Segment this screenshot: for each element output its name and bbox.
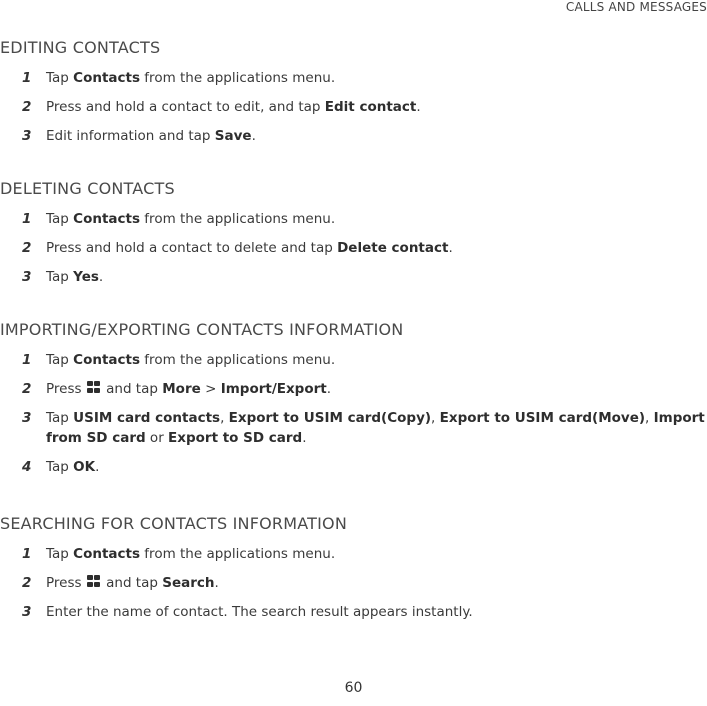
step-text: Edit information and tap Save. xyxy=(46,128,256,144)
step xyxy=(0,350,707,370)
step xyxy=(0,97,707,117)
step-number: 1 xyxy=(22,546,32,562)
step-text: Press and tap More > Import/Export. xyxy=(46,381,332,397)
menu-key-icon xyxy=(87,575,101,588)
chapter-header: CALLS AND MESSAGES xyxy=(565,0,707,14)
step xyxy=(0,602,707,622)
step-number: 3 xyxy=(22,410,32,426)
step xyxy=(0,457,707,477)
step-number: 3 xyxy=(22,269,32,285)
step-list xyxy=(0,350,707,477)
section-title: SEARCHING FOR CONTACTS INFORMATION xyxy=(0,514,347,533)
step-text: Tap OK. xyxy=(46,459,100,475)
step xyxy=(0,267,707,287)
step-number: 3 xyxy=(22,604,32,620)
step-text: Enter the name of contact. The search result appears instantly. xyxy=(46,604,473,620)
step-number: 3 xyxy=(22,128,32,144)
step-number: 2 xyxy=(22,575,32,591)
step-number: 2 xyxy=(22,240,32,256)
step-text: Tap Contacts from the applications menu. xyxy=(46,352,336,368)
section-title: DELETING CONTACTS xyxy=(0,179,175,198)
step-list xyxy=(0,209,707,287)
step-text: Tap Contacts from the applications menu. xyxy=(46,70,336,86)
step-list xyxy=(0,544,707,622)
section-editing-contacts xyxy=(0,38,707,155)
step-text: Tap Contacts from the applications menu. xyxy=(46,546,336,562)
section-deleting-contacts xyxy=(0,179,707,296)
section-title: IMPORTING/EXPORTING CONTACTS INFORMATION xyxy=(0,320,404,339)
section-importing-exporting xyxy=(0,320,707,486)
step-text: Press and hold a contact to edit, and tap Edit contact. xyxy=(46,99,421,115)
step-text: Tap USIM card contacts, Export to USIM card(Copy), Export to USIM card(Move), Import from SD card or Export to SD card. xyxy=(46,410,705,446)
step xyxy=(0,209,707,229)
step xyxy=(0,126,707,146)
step-list xyxy=(0,68,707,146)
step-text: Press and hold a contact to delete and tap Delete contact. xyxy=(46,240,453,256)
section-title: EDITING CONTACTS xyxy=(0,38,161,57)
page-number: 60 xyxy=(344,680,363,696)
step-number: 2 xyxy=(22,381,32,397)
menu-key-icon xyxy=(87,381,101,394)
step xyxy=(0,408,707,448)
step xyxy=(0,544,707,564)
step xyxy=(0,68,707,88)
step xyxy=(0,238,707,258)
step-number: 1 xyxy=(22,352,32,368)
step-number: 2 xyxy=(22,99,32,115)
step-number: 4 xyxy=(22,459,32,475)
step-number: 1 xyxy=(22,211,32,227)
step-number: 1 xyxy=(22,70,32,86)
step-text: Tap Contacts from the applications menu. xyxy=(46,211,336,227)
step xyxy=(0,379,707,399)
step-text: Tap Yes. xyxy=(46,269,104,285)
section-searching-contacts xyxy=(0,514,707,631)
step xyxy=(0,573,707,593)
step-text: Press and tap Search. xyxy=(46,575,219,591)
